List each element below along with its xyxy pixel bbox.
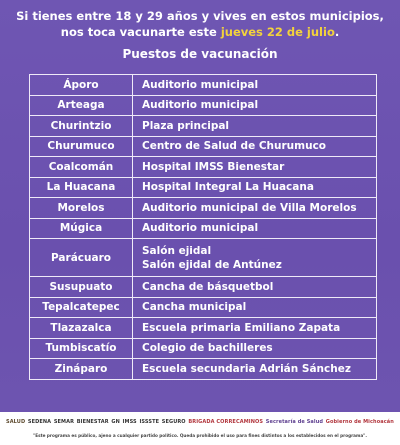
site-cell [133,277,377,298]
municipio-cell: Coalcomán [30,157,133,178]
table-row [30,95,377,116]
headline-line-2-post: . [334,25,340,39]
site-name: Cancha municipal [142,301,247,314]
site-name: Salón ejidal [142,244,212,257]
headline-emphasis: estos municipios [270,9,380,23]
municipio-cell: Churintzio [30,116,133,137]
logo-imss: IMSS [122,419,137,425]
headline [0,8,400,40]
headline-line-1 [0,8,400,24]
logo-semar: SEMAR [53,419,75,425]
logo-secretar-a-de-salud: Secretaría de Salud [265,419,324,425]
site-cell [133,116,377,137]
municipio-cell: Tumbiscatío [30,338,133,359]
site-name: Auditorio municipal de Villa Morelos [142,201,357,214]
site-cell [133,297,377,318]
table-row [30,177,377,198]
municipio-cell: Susupuato [30,277,133,298]
headline-line-1-pre: Si tienes entre 18 y 29 años y vives en [16,9,271,23]
table-row [30,116,377,137]
logo-brigada-correcaminos: BRIGADA CORRECAMINOS [188,419,264,425]
site-cell [133,157,377,178]
logo-gn: GN [111,419,120,425]
table-row [30,198,377,219]
headline-line-1-post: , [379,9,384,23]
table-body [30,75,377,380]
site-name: Escuela secundaria Adrián Sánchez [142,362,351,375]
logo-seguro: SEGURO [161,419,186,425]
site-name: Auditorio municipal [142,78,259,91]
footer [0,412,400,445]
municipio-cell: La Huacana [30,177,133,198]
logo-gobierno-de-michoac-n: Gobierno de Michoacán [325,419,394,425]
municipio-cell: Tepalcatepec [30,297,133,318]
site-cell [133,359,377,380]
table-row [30,136,377,157]
site-name: Plaza principal [142,119,230,132]
headline-line-2-pre: nos toca vacunarte este [60,25,221,39]
sponsor-logos [6,415,394,429]
site-cell [133,218,377,239]
table-row [30,277,377,298]
site-name: Auditorio municipal [142,222,259,235]
municipio-cell: Áporo [30,75,133,96]
table-row [30,239,377,277]
site-name: Colegio de bachilleres [142,342,273,355]
municipio-cell: Morelos [30,198,133,219]
site-name: Auditorio municipal [142,99,259,112]
table-row [30,75,377,96]
logo-bienestar: BIENESTAR [76,419,109,425]
municipio-cell: Zináparo [30,359,133,380]
table-row [30,338,377,359]
site-name: Centro de Salud de Churumuco [142,140,327,153]
site-name: Salón ejidal de Antúnez [142,258,282,271]
site-name: Hospital IMSS Bienestar [142,160,285,173]
site-cell [133,198,377,219]
table-row [30,218,377,239]
site-cell [133,239,377,277]
site-cell [133,75,377,96]
disclaimer: "Este programa es público, ajeno a cualquier partido político. Queda prohibido el uso para fines distintos a los establecidos en el programa". [33,433,367,438]
site-cell [133,177,377,198]
headline-line-2 [0,24,400,40]
logo-salud: SALUD [6,419,26,425]
site-cell [133,95,377,116]
site-cell [133,136,377,157]
municipio-cell: Tlazazalca [30,318,133,339]
municipio-cell: Parácuaro [30,239,133,277]
table-row [30,318,377,339]
site-name: Hospital Integral La Huacana [142,181,314,194]
table-row [30,157,377,178]
table-title: Puestos de vacunación [122,47,278,61]
date-highlight: jueves 22 de julio [220,25,335,39]
site-name: Cancha de básquetbol [142,280,274,293]
site-name: Escuela primaria Emiliano Zapata [142,321,341,334]
logo-sedena: SEDENA [27,419,52,425]
vaccination-sites-table [29,74,377,380]
logo-issste: ISSSTE [139,419,160,425]
municipio-cell: Múgica [30,218,133,239]
municipio-cell: Arteaga [30,95,133,116]
site-cell [133,318,377,339]
municipio-cell: Churumuco [30,136,133,157]
site-cell [133,338,377,359]
table-row [30,359,377,380]
table-row [30,297,377,318]
